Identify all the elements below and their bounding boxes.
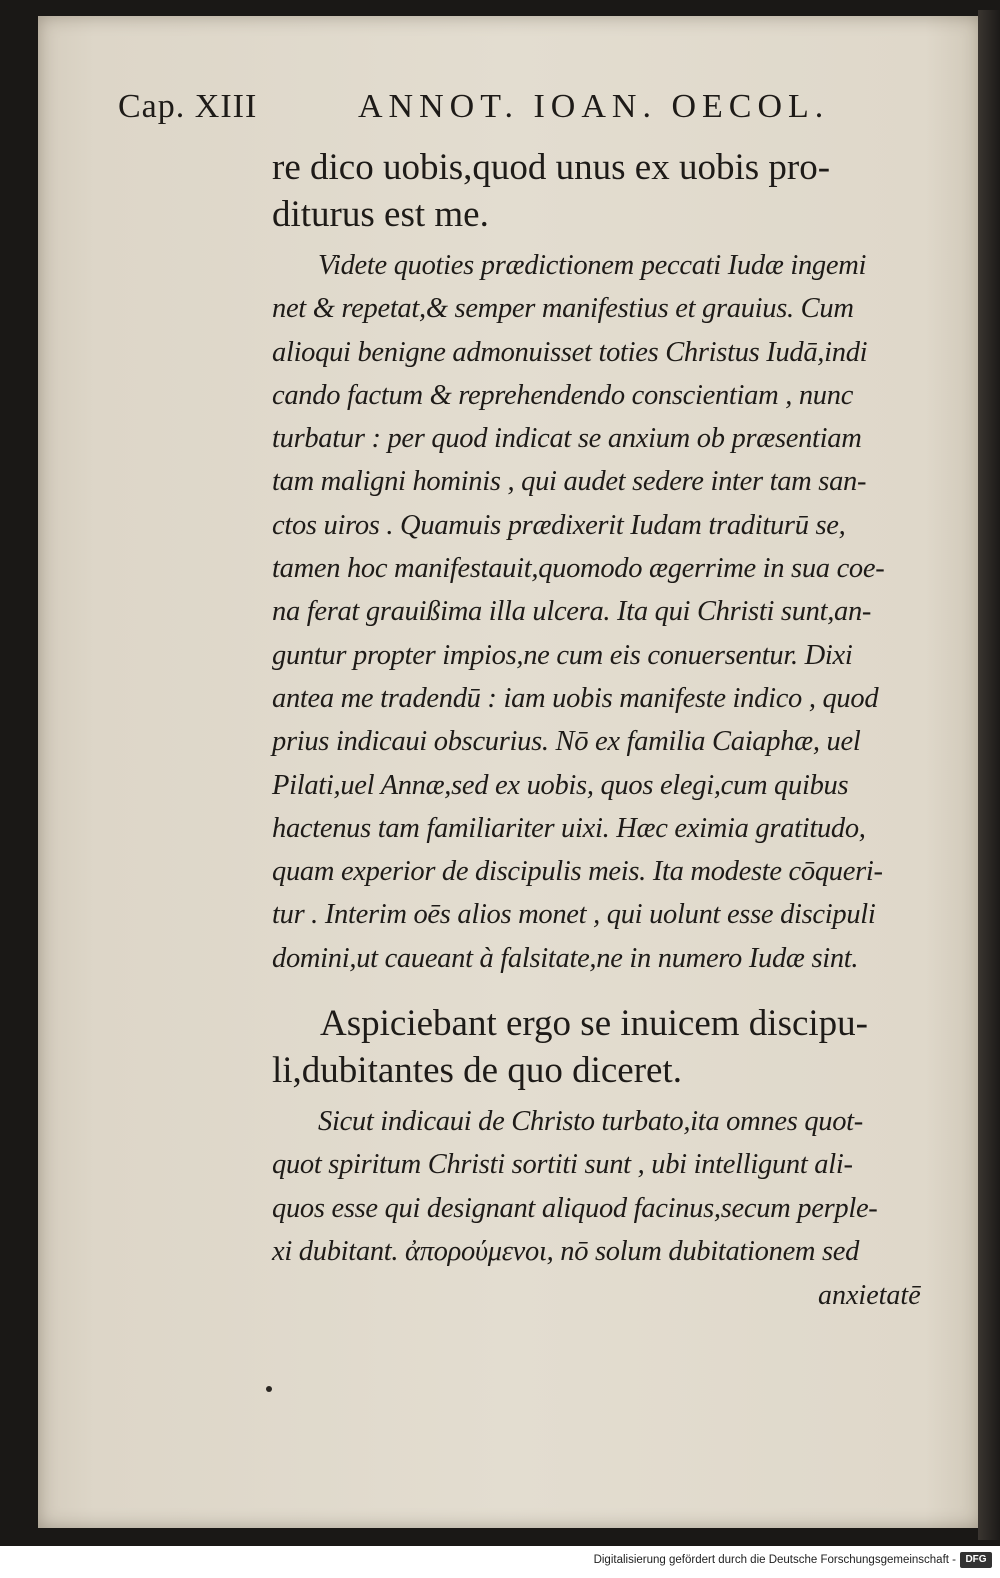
text-line: li,dubitantes de quo diceret. — [272, 1050, 682, 1091]
text-line: cando factum & reprehendendo conscientiam , nunc — [272, 379, 854, 411]
page-edge-shadow — [978, 10, 1000, 1540]
lemma-verse-1 — [272, 144, 952, 238]
text-line: Pilati,uel Annæ,sed ex uobis, quos elegi,cum quibus — [272, 769, 849, 801]
text-line: net & repetat,& semper manifestius et grauius. Cum — [272, 293, 854, 325]
text-line: guntur propter impios,ne cum eis conuersentur. Dixi — [272, 639, 853, 671]
chapter-label: Cap. XIII — [118, 88, 258, 125]
commentary-paragraph-1 — [272, 244, 952, 980]
running-head — [118, 88, 878, 132]
text-line: diturus est me. — [272, 194, 489, 235]
text-line: hactenus tam familiariter uixi. Hæc eximia gratitudo, — [272, 812, 866, 844]
text-line: tur . Interim oēs alios monet , qui uolunt esse discipuli — [272, 899, 876, 931]
text-line: quos esse qui designant aliquod facinus,secum perple- — [272, 1192, 878, 1224]
text-line: Sicut indicaui de Christo turbato,ita omnes quot- — [318, 1106, 863, 1137]
text-line: re dico uobis,quod unus ex uobis pro- — [272, 147, 831, 188]
funding-credit: Digitalisierung gefördert durch die Deutsche Forschungsgemeinschaft - — [593, 1554, 956, 1566]
text-line: ctos uiros . Quamuis prædixerit Iudam traditurū se, — [272, 509, 846, 541]
commentary-paragraph-2 — [272, 1100, 952, 1273]
digitization-footer — [0, 1546, 1000, 1578]
catchword: anxietatē — [818, 1280, 921, 1311]
running-title: ANNOT. IOAN. OECOL. — [358, 88, 830, 125]
text-line: alioqui benigne admonuisset toties Christus Iudā,indi — [272, 336, 868, 368]
text-line: quot spiritum Christi sortiti sunt , ubi intelligunt ali- — [272, 1149, 853, 1181]
text-line: antea me tradendū : iam uobis manifeste indico , quod — [272, 682, 879, 714]
text-line: Aspiciebant ergo se inuicem discipu- — [320, 1003, 869, 1044]
text-line: xi dubitant. ἀπορούμενοι, nō solum dubitationem sed — [272, 1235, 860, 1267]
text-line: domini,ut caueant à falsitate,ne in numero Iudæ sint. — [272, 942, 859, 974]
lemma-verse-2 — [272, 1000, 952, 1094]
text-line: tam maligni hominis , qui audet sedere inter tam san- — [272, 466, 867, 498]
text-line: prius indicaui obscurius. Nō ex familia Caiaphæ, uel — [272, 726, 861, 758]
text-line: tamen hoc manifestauit,quomodo ægerrime in sua coe- — [272, 553, 885, 585]
dfg-logo: DFG — [960, 1552, 992, 1568]
text-line: na ferat grauißima illa ulcera. Ita qui Christi sunt,an- — [272, 596, 872, 628]
text-line: quam experior de discipulis meis. Ita modeste cōqueri- — [272, 856, 883, 888]
text-line: Videte quoties prædictionem peccati Iudæ ingemi — [318, 250, 867, 281]
ink-speck — [266, 1386, 272, 1392]
text-line: turbatur : per quod indicat se anxium ob præsentiam — [272, 423, 862, 455]
